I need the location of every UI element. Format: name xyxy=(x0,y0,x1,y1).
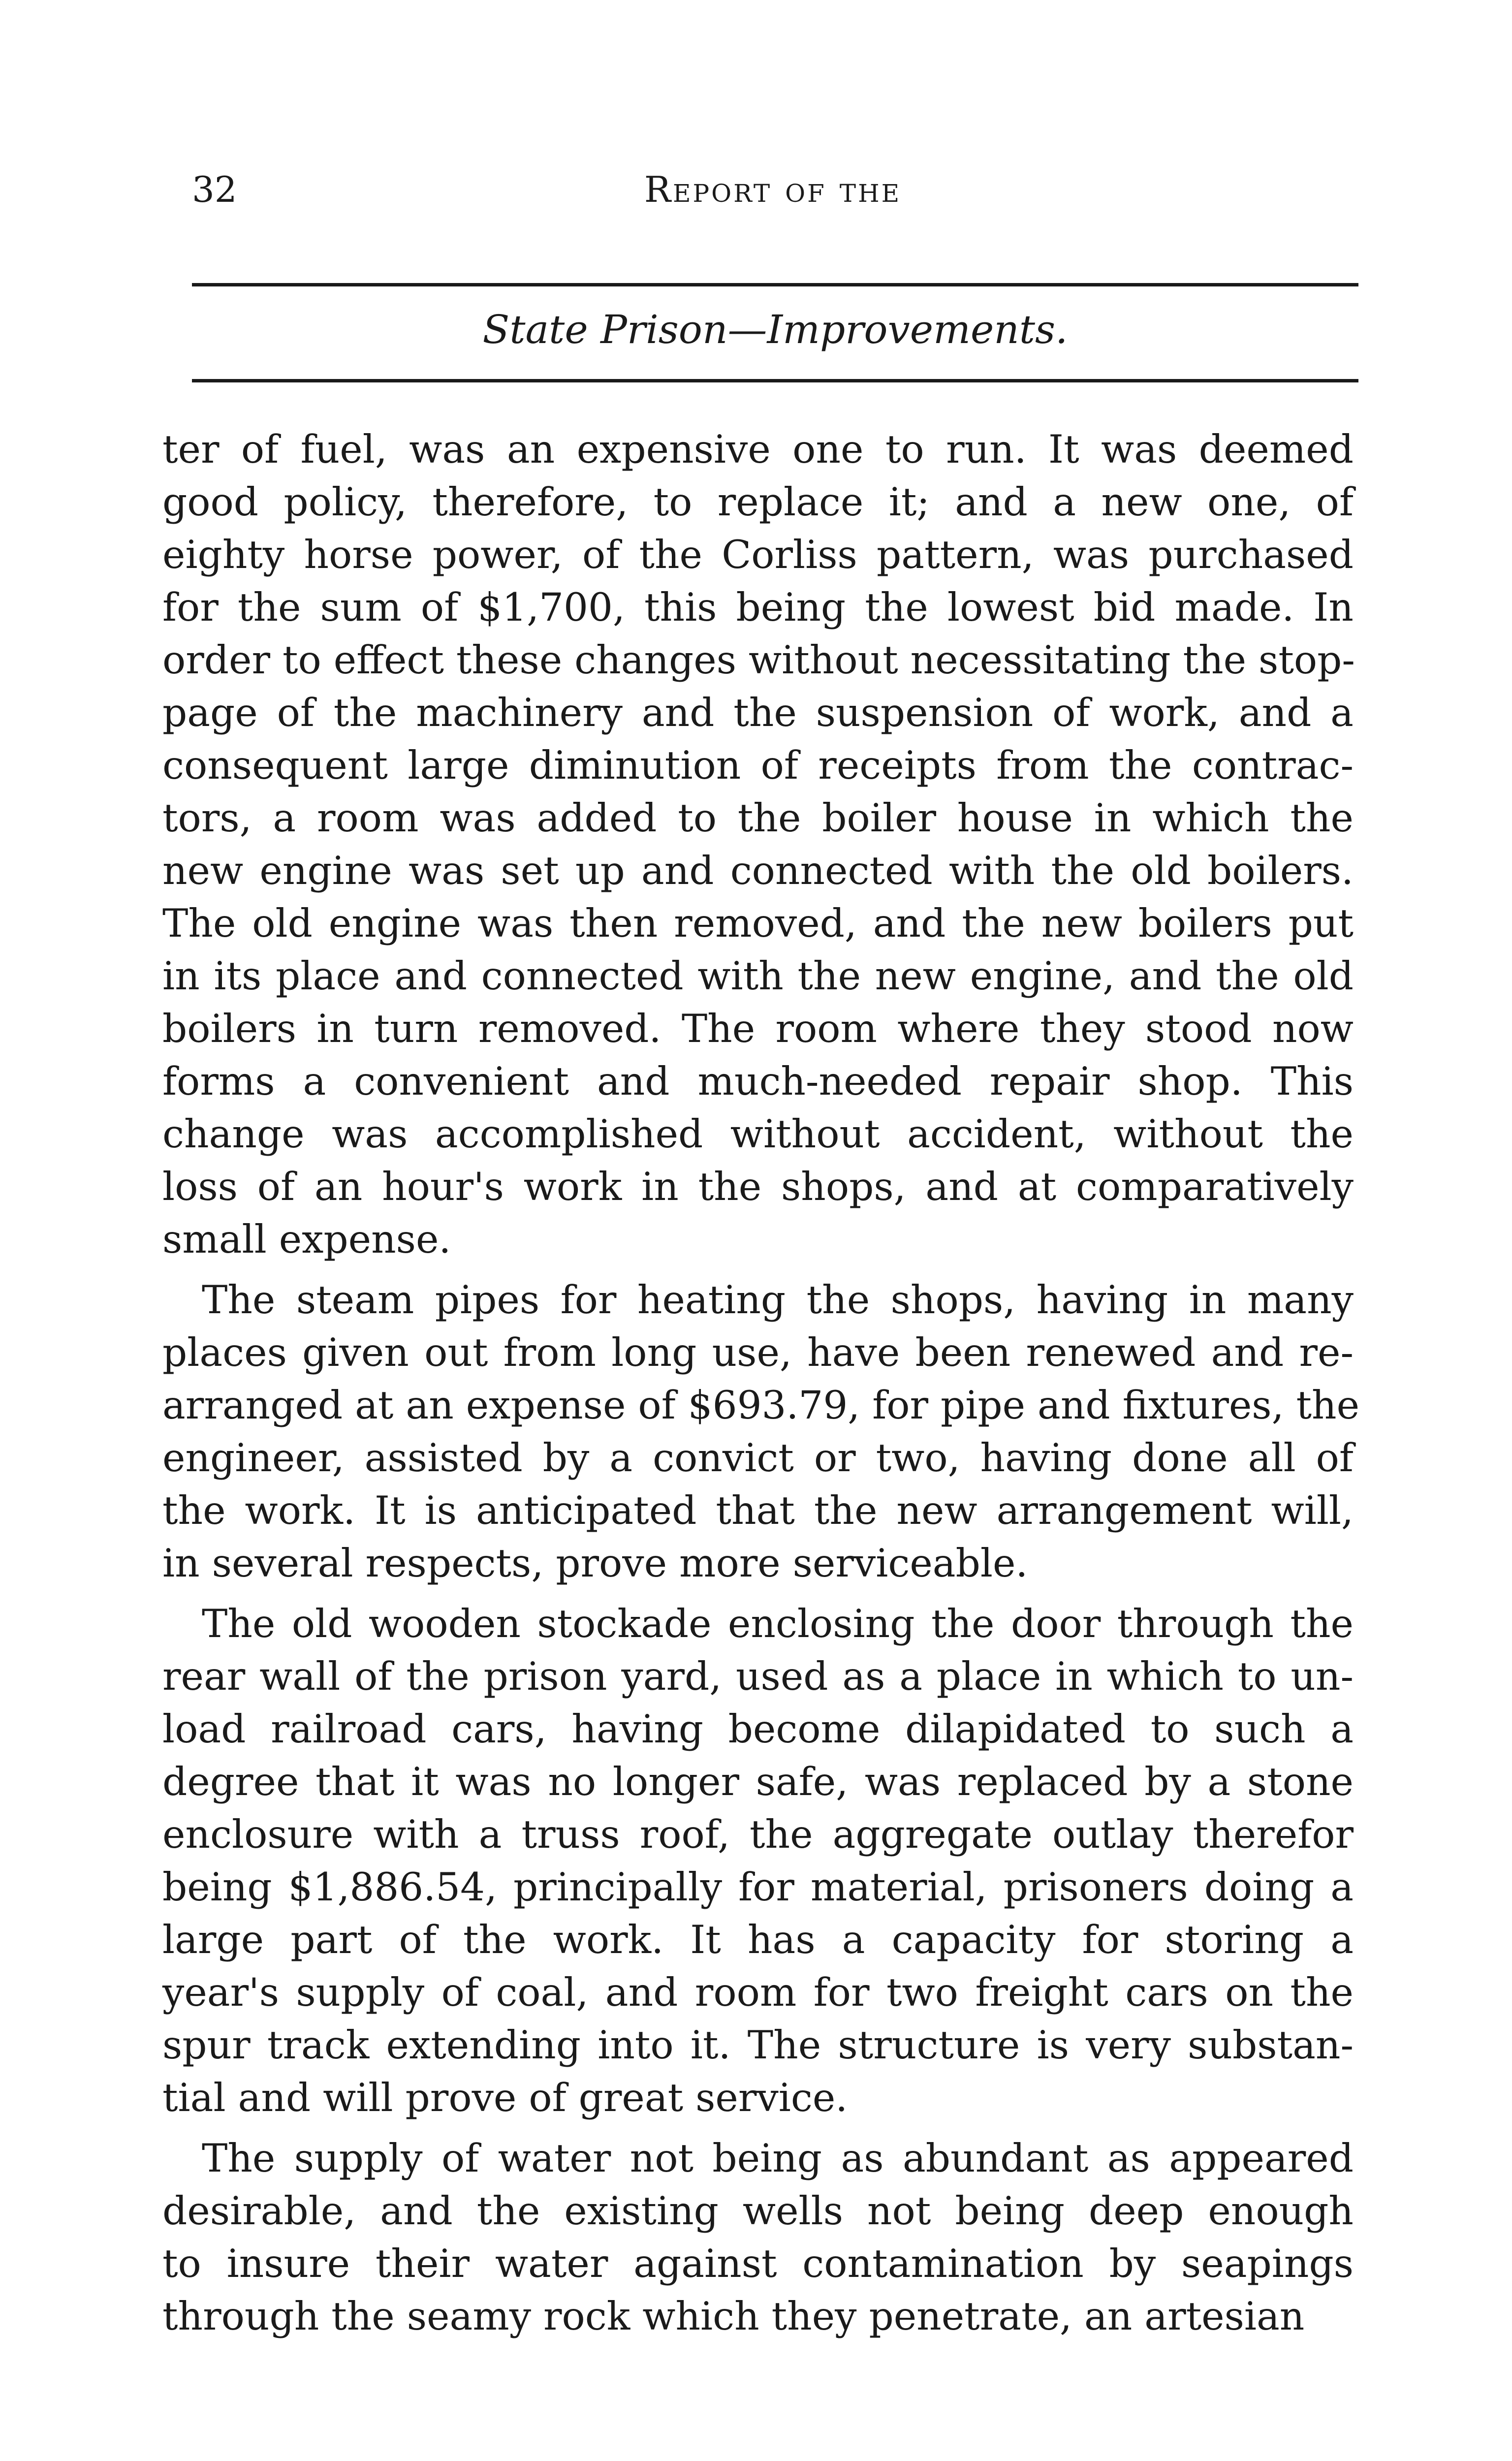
text-line: rear wall of the prison yard, used as a place in which to un- xyxy=(162,1654,1354,1699)
section-title: State Prison—Improvements. xyxy=(482,307,1068,352)
text-line: degree that it was no longer safe, was replaced by a stone xyxy=(162,1759,1354,1804)
text-line: order to effect these changes without necessitating the stop- xyxy=(162,637,1355,683)
text-line: tial and will prove of great service. xyxy=(162,2075,848,2120)
text-line: The old wooden stockade enclosing the door through the xyxy=(202,1601,1354,1646)
body-text xyxy=(162,423,1360,2343)
text-line: places given out from long use, have been renewed and re- xyxy=(162,1330,1354,1375)
paragraph xyxy=(162,1598,1354,2124)
text-line: desirable, and the existing wells not being deep enough xyxy=(162,2188,1354,2234)
text-line: load railroad cars, having become dilapidated to such a xyxy=(162,1706,1354,1752)
text-line: good policy, therefore, to replace it; and a new one, of xyxy=(162,479,1354,525)
text-line: enclosure with a truss roof, the aggregate outlay therefor xyxy=(162,1812,1354,1857)
paragraph-gap xyxy=(162,1266,1354,1274)
text-line: The old engine was then removed, and the new boilers put xyxy=(162,901,1354,946)
paragraph xyxy=(162,423,1354,1266)
text-line: the work. It is anticipated that the new arrangement will, xyxy=(162,1488,1354,1533)
text-line: arranged at an expense of $693.79, for pipe and fixtures, the xyxy=(162,1383,1360,1428)
text-line: new engine was set up and connected with the old boilers. xyxy=(162,848,1354,893)
text-line: to insure their water against contamination by seapings xyxy=(162,2241,1354,2286)
text-line: being $1,886.54, principally for material, prisoners doing a xyxy=(162,1864,1354,1910)
text-line: in its place and connected with the new engine, and the old xyxy=(162,953,1354,999)
text-line: change was accomplished without accident, without the xyxy=(162,1111,1354,1157)
header-rule-top xyxy=(192,283,1358,286)
page-number: 32 xyxy=(192,169,237,210)
text-line: The steam pipes for heating the shops, having in many xyxy=(202,1277,1354,1323)
text-line: boilers in turn removed. The room where they stood now xyxy=(162,1006,1354,1051)
text-line: page of the machinery and the suspension of work, and a xyxy=(162,690,1354,735)
text-line: engineer, assisted by a convict or two, having done all of xyxy=(162,1435,1354,1481)
text-line: consequent large diminution of receipts from the contrac- xyxy=(162,743,1354,788)
text-line: tors, a room was added to the boiler house in which the xyxy=(162,795,1354,841)
text-line: ter of fuel, was an expensive one to run. It was deemed xyxy=(162,427,1354,472)
text-line: for the sum of $1,700, this being the lowest bid made. In xyxy=(162,585,1354,630)
text-line: spur track extending into it. The structure is very substan- xyxy=(162,2022,1354,2068)
text-line: in several respects, prove more serviceable. xyxy=(162,1541,1028,1586)
text-line: forms a convenient and much-needed repair shop. This xyxy=(162,1059,1354,1104)
header-rule-bottom xyxy=(192,379,1358,382)
paragraph-gap xyxy=(162,1590,1354,1598)
paragraph xyxy=(162,2132,1354,2343)
text-line: loss of an hour's work in the shops, and at comparatively xyxy=(162,1164,1354,1209)
text-line: year's supply of coal, and room for two freight cars on the xyxy=(162,1970,1354,2015)
text-line: eighty horse power, of the Corliss pattern, was purchased xyxy=(162,532,1354,577)
text-line: The supply of water not being as abundant as appeared xyxy=(202,2136,1354,2181)
paragraph-gap xyxy=(162,2124,1354,2132)
page-header xyxy=(192,167,1354,221)
text-line: through the seamy rock which they penetrate, an artesian xyxy=(162,2294,1305,2339)
paragraph xyxy=(162,1274,1360,1590)
text-line: small expense. xyxy=(162,1217,451,1262)
running-head: Report of the xyxy=(644,169,902,210)
text-line: large part of the work. It has a capacity for storing a xyxy=(162,1917,1354,1962)
